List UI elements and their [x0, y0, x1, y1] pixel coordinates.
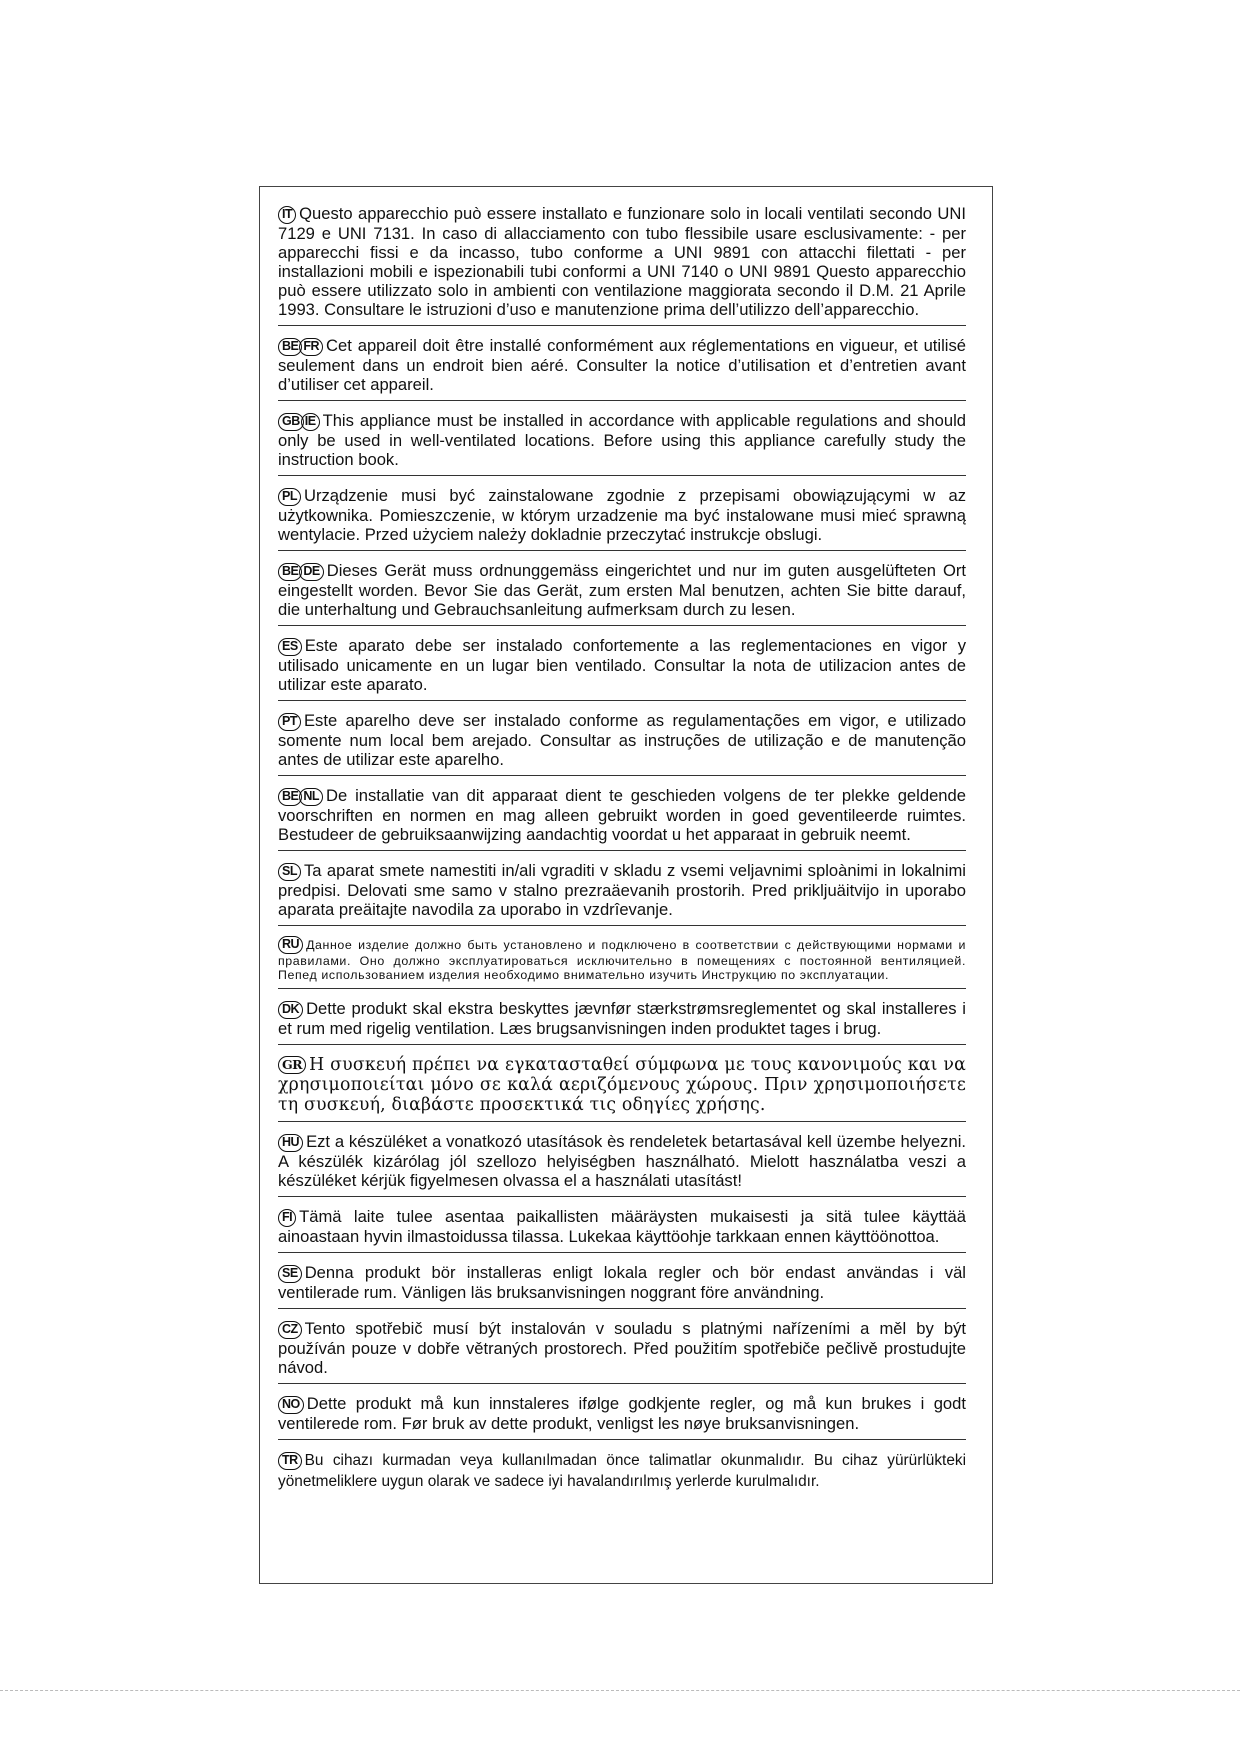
section-be-de — [278, 559, 966, 626]
section-text: Tämä laite tulee asentaa paikallisten määräysten mukaisesti ja sitä tulee käyttää ainoastaan hyvin ilmastoidussa tilassa. Lukekaa käyttöohje tarkkaan ennen käyttöönottoa. — [278, 1207, 966, 1246]
country-badge-tr: TR — [278, 1452, 302, 1470]
section-text: Bu cihazı kurmadan veya kullanılmadan önce talimatlar okunmalıdır. Bu cihaz yürürlükteki yönetmeliklere uygun olarak ve sadece iyi havalandırılmış yerlerde kurulmalıdır. — [278, 1452, 966, 1490]
section-ru — [278, 934, 966, 989]
country-badge-se: SE — [278, 1265, 302, 1283]
section-no — [278, 1392, 966, 1440]
section-be-nl — [278, 784, 966, 851]
section-text: Cet appareil doit être installé conformément aux réglementations en vigueur, et utilisé seulement dans un endroit bien aéré. Consulter la notice d’utilisation et d’entretien avant d’utiliser cet appareil. — [278, 336, 966, 394]
section-text: Данное изделие должно быть установлено и подключено в соответствии с действующими нормами и правилами. Оно должно эксплуатироваться исключительно в помещениях с постоянной вентиляцией. Пепед использованием изделия необходимо внимательно изучить Инструкцию по эксплуатации. — [278, 938, 966, 982]
section-fi — [278, 1205, 966, 1253]
country-badge-pt: PT — [278, 713, 301, 731]
country-badge-ru: RU — [278, 936, 303, 954]
country-badge-gr: GR — [278, 1056, 306, 1074]
section-text: Η συσκευή πρέπει να εγκατασταθεί σύμφωνα με τους κανονιμούς και να χρησιμοποιείται μόνο σε καλά αεριζόμενους χώρους. Πριν χρησιμοποιήσετε τη συσκευή, διαβάστε προσεκτικά τις οδηγίες χρήσης. — [278, 1055, 966, 1115]
country-badge-dk: DK — [278, 1001, 303, 1019]
section-text: Denna produkt bör installeras enligt lokala regler och bör endast användas i väl ventilerade rum. Vänligen läs bruksanvisningen noggrant före användning. — [278, 1263, 966, 1302]
section-it — [278, 202, 966, 326]
section-cz — [278, 1317, 966, 1384]
country-badge-fr: FR — [299, 338, 323, 356]
section-gr — [278, 1053, 966, 1122]
country-badge-ie: IE — [301, 413, 320, 431]
country-badge-hu: HU — [278, 1134, 303, 1152]
section-se — [278, 1261, 966, 1309]
section-text: Este aparelho deve ser instalado conforme as regulamentações em vigor, e utilizado somente num local bem arejado. Consultar as instruções de utilização e de manutenção antes de utilizar este aparelho. — [278, 711, 966, 769]
country-badge-cz: CZ — [278, 1321, 302, 1339]
section-pl — [278, 484, 966, 551]
country-badge-be: BE — [278, 338, 302, 356]
section-dk — [278, 997, 966, 1045]
safety-notice-box — [259, 186, 993, 1584]
section-tr — [278, 1448, 966, 1498]
section-text: Questo apparecchio può essere installato e funzionare solo in locali ventilati secondo UNI 7129 e UNI 7131. In caso di allacciamento con tubo flessibile usare esclusivamente: - per apparecchi fissi e da incasso, tubo conforme a UNI 9891 con attacchi filettati - per installazioni mobili e ispezionabili tubi conformi a UNI 7140 o UNI 9891 Questo apparecchio può essere utilizzato solo in ambienti con ventilazione maggiorata secondo il D.M. 21 Aprile 1993. Consultare le istruzioni d’uso e manutenzione prima dell’utilizzo dell’apparecchio. — [278, 204, 966, 319]
section-pt — [278, 709, 966, 776]
country-badge-be: BE — [278, 788, 302, 806]
country-badge-no: NO — [278, 1396, 304, 1414]
page-cut-line — [0, 1690, 1240, 1691]
section-hu — [278, 1130, 966, 1197]
section-text: Dette produkt må kun innstaleres ifølge godkjente regler, og må kun brukes i godt ventilerede rom. Før bruk av dette produkt, venligst les nøye bruksanvisningen. — [278, 1394, 966, 1433]
section-text: Urządzenie musi być zainstalowane zgodnie z przepisami obowiązującymi w az użytkownika. Pomieszczenie, w którym urzadzenie ma być instalowane musi mieć sprawną wentylacie. Przed użyciem należy dokladnie przeczytać instrukcje obslugi. — [278, 486, 966, 544]
country-badge-pl: PL — [278, 488, 301, 506]
section-text: Dieses Gerät muss ordnunggemäss eingerichtet und nur im guten ausgelüfteten Ort eingestellt worden. Bevor Sie das Gerät, zum ersten Mal benutzen, achten Sie bitte darauf, die unterhaltung und Gebrauchsanleitung aufmerksam durch zu lesen. — [278, 561, 966, 619]
country-badge-es: ES — [278, 638, 302, 656]
section-be-fr — [278, 334, 966, 401]
section-text: Ta aparat smete namestiti in/ali vgraditi v skladu z vsemi veljavnimi sploànimi in lokalnimi predpisi. Delovati sme samo v stalno prezraäevanih prostorih. Pred prikljuäitvijo in uporabo aparata preäitajte navodila za uporabo in vzdrîevanje. — [278, 861, 966, 919]
section-text: De installatie van dit apparaat dient te geschieden volgens de ter plekke geldende voorschriften en normen en mag alleen gebruikt worden in goed geventileerde ruimtes. Bestudeer de gebruiksaanwijzing aandachtig voordat u het apparaat in gebruik neemt. — [278, 786, 966, 844]
section-es — [278, 634, 966, 701]
country-badge-it: IT — [278, 206, 296, 224]
section-sl — [278, 859, 966, 926]
country-badge-sl: SL — [278, 863, 301, 881]
country-badge-fi: FI — [278, 1209, 296, 1227]
section-text: Tento spotřebič musí být instalován v souladu s platnými nařízeními a měl by být používán pouze v dobře větraných prostorech. Před použitím spotřebiče pečlivě prostudujte návod. — [278, 1319, 966, 1377]
section-text: This appliance must be installed in accordance with applicable regulations and should only be used in well-ventilated locations. Before using this appliance carefully study the instruction book. — [278, 411, 966, 469]
country-badge-gb: GB — [278, 413, 304, 431]
section-gb-ie — [278, 409, 966, 476]
section-text: Ezt a készüléket a vonatkozó utasítások ès rendeletek betartasával kell üzembe helyezni. A készülék kizárólag jól szellozo helyiségben használható. Mielott használatba veszi a készüléket kérjük figyelmesen olvassa el a használati utasítást! — [278, 1132, 966, 1190]
section-text: Este aparato debe ser instalado confortemente a las reglementaciones en vigor y utilisado unicamente en un lugar bien ventilado. Consultar la nota de utilizacion antes de utilizar este aparato. — [278, 636, 966, 694]
section-text: Dette produkt skal ekstra beskyttes jævnfør stærkstrømsreglementet og skal installeres i et rum med rigelig ventilation. Læs brugsanvisningen inden produktet tages i brug. — [278, 999, 966, 1038]
country-badge-de: DE — [299, 563, 323, 581]
country-badge-be: BE — [278, 563, 302, 581]
country-badge-nl: NL — [299, 788, 323, 806]
